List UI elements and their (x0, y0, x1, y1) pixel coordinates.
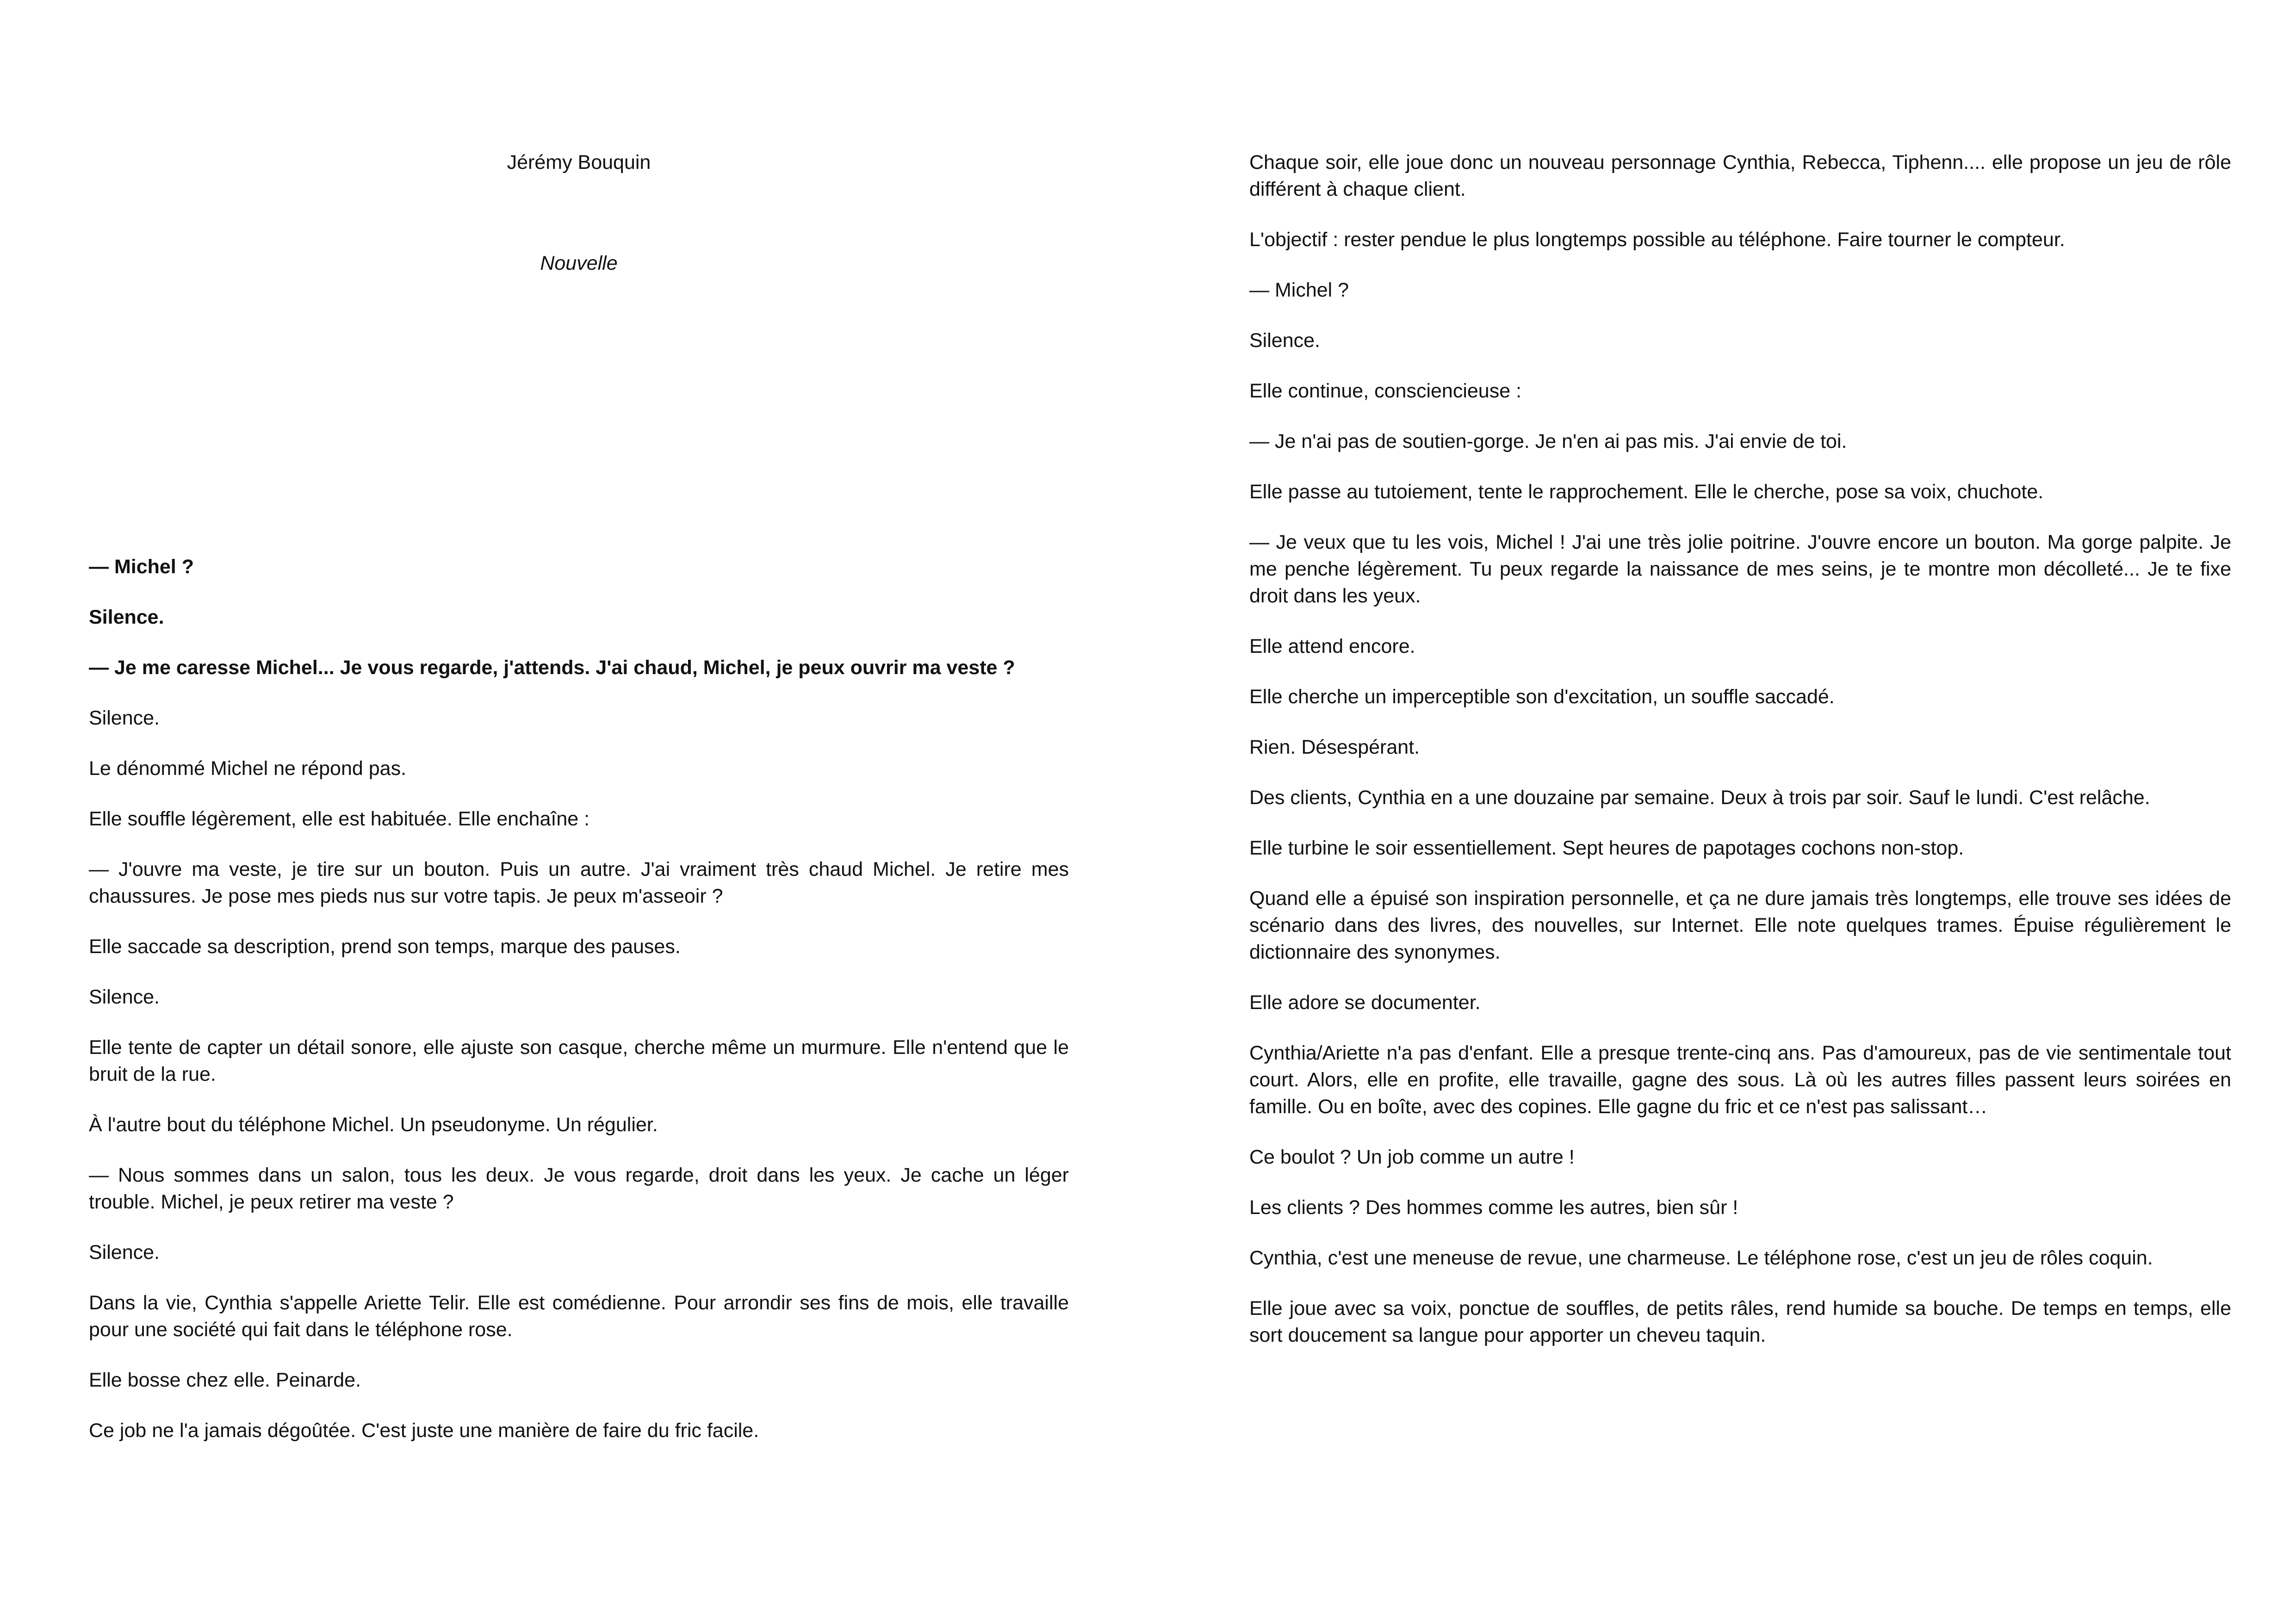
paragraph: Elle continue, consciencieuse : (1249, 380, 1522, 402)
paragraph: — Michel ? (89, 556, 194, 578)
paragraph: Chaque soir, elle joue donc un nouveau personnage Cynthia, Rebecca, Tiphenn.... elle propose un jeu de rôle différent à chaque client. (1249, 151, 2231, 200)
paragraph: Dans la vie, Cynthia s'appelle Ariette Telir. Elle est comédienne. Pour arrondir ses fins de mois, elle travaille pour une société qui fait dans le téléphone rose. (89, 1292, 1069, 1341)
paragraph: Cynthia/Ariette n'a pas d'enfant. Elle a presque trente-cinq ans. Pas d'amoureux, pas de vie sentimentale tout court. Alors, elle en profite, elle travaille, gagne des sous. Là où les autres filles passent leurs soirées en famille. Ou en boîte, avec des copines. Elle gagne du fric et ce n'est pas salissant… (1249, 1042, 2231, 1118)
paragraph: Rien. Désespérant. (1249, 736, 1420, 758)
paragraph: Silence. (89, 986, 160, 1008)
paragraph: — Je n'ai pas de soutien-gorge. Je n'en ai pas mis. J'ai envie de toi. (1249, 430, 1847, 452)
right-body (1249, 149, 2231, 1349)
paragraph: Elle cherche un imperceptible son d'excitation, un souffle saccadé. (1249, 686, 1835, 708)
paragraph: Elle attend encore. (1249, 635, 1415, 657)
paragraph: Des clients, Cynthia en a une douzaine par semaine. Deux à trois par soir. Sauf le lundi. C'est relâche. (1249, 787, 2150, 809)
paragraph: — Je veux que tu les vois, Michel ! J'ai une très jolie poitrine. J'ouvre encore un bouton. Ma gorge palpite. Je me penche légèrement. Tu peux regarde la naissance de mes seins, je te montre mon décolleté... Je te fixe droit dans les yeux. (1249, 531, 2231, 607)
paragraph: — Michel ? (1249, 279, 1349, 301)
paragraph: Silence. (89, 707, 160, 729)
right-page (1249, 149, 2231, 1372)
paragraph: Elle joue avec sa voix, ponctue de souffles, de petits râles, rend humide sa bouche. De temps en temps, elle sort doucement sa langue pour apporter un cheveu taquin. (1249, 1297, 2231, 1346)
paragraph: Les clients ? Des hommes comme les autres, bien sûr ! (1249, 1196, 1738, 1219)
paragraph: Elle passe au tutoiement, tente le rapprochement. Elle le cherche, pose sa voix, chuchote. (1249, 481, 2044, 503)
paragraph: — Nous sommes dans un salon, tous les deux. Je vous regarde, droit dans les yeux. Je cache un léger trouble. Michel, je peux retirer ma veste ? (89, 1164, 1069, 1213)
paragraph: Silence. (89, 1241, 160, 1264)
paragraph: Cynthia, c'est une meneuse de revue, une charmeuse. Le téléphone rose, c'est un jeu de rôles coquin. (1249, 1247, 2153, 1269)
paragraph: Elle adore se documenter. (1249, 991, 1481, 1014)
paragraph: Silence. (89, 606, 164, 628)
left-page (89, 149, 1069, 1468)
paragraph: Elle saccade sa description, prend son temps, marque des pauses. (89, 935, 681, 958)
paragraph: À l'autre bout du téléphone Michel. Un pseudonyme. Un régulier. (89, 1114, 658, 1136)
paragraph: Le dénommé Michel ne répond pas. (89, 757, 407, 780)
author-name: Jérémy Bouquin (507, 151, 651, 173)
paragraph: Ce job ne l'a jamais dégoûtée. C'est juste une manière de faire du fric facile. (89, 1419, 759, 1442)
left-body (89, 553, 1069, 1444)
paragraph: — J'ouvre ma veste, je tire sur un bouton. Puis un autre. J'ai vraiment très chaud Michel. Je retire mes chaussures. Je pose mes pieds nus sur votre tapis. Je peux m'asseoir ? (89, 858, 1069, 907)
paragraph: L'objectif : rester pendue le plus longtemps possible au téléphone. Faire tourner le compteur. (1249, 229, 2065, 251)
genre-label: Nouvelle (540, 252, 618, 274)
paragraph: — Je me caresse Michel... Je vous regarde, j'attends. J'ai chaud, Michel, je peux ouvrir ma veste ? (89, 657, 1015, 679)
paragraph: Elle turbine le soir essentiellement. Sept heures de papotages cochons non-stop. (1249, 837, 1964, 859)
paragraph: Elle souffle légèrement, elle est habituée. Elle enchaîne : (89, 808, 590, 830)
paragraph: Elle bosse chez elle. Peinarde. (89, 1369, 361, 1391)
paragraph: Elle tente de capter un détail sonore, elle ajuste son casque, cherche même un murmure. Elle n'entend que le bruit de la rue. (89, 1036, 1069, 1085)
paragraph: Silence. (1249, 329, 1320, 352)
paragraph: Ce boulot ? Un job comme un autre ! (1249, 1146, 1575, 1168)
paragraph: Quand elle a épuisé son inspiration personnelle, et ça ne dure jamais très longtemps, elle trouve ses idées de scénario dans des livres, des nouvelles, sur Internet. Elle note quelques trames. Épuise régulièrement le dictionnaire des synonymes. (1249, 887, 2231, 963)
